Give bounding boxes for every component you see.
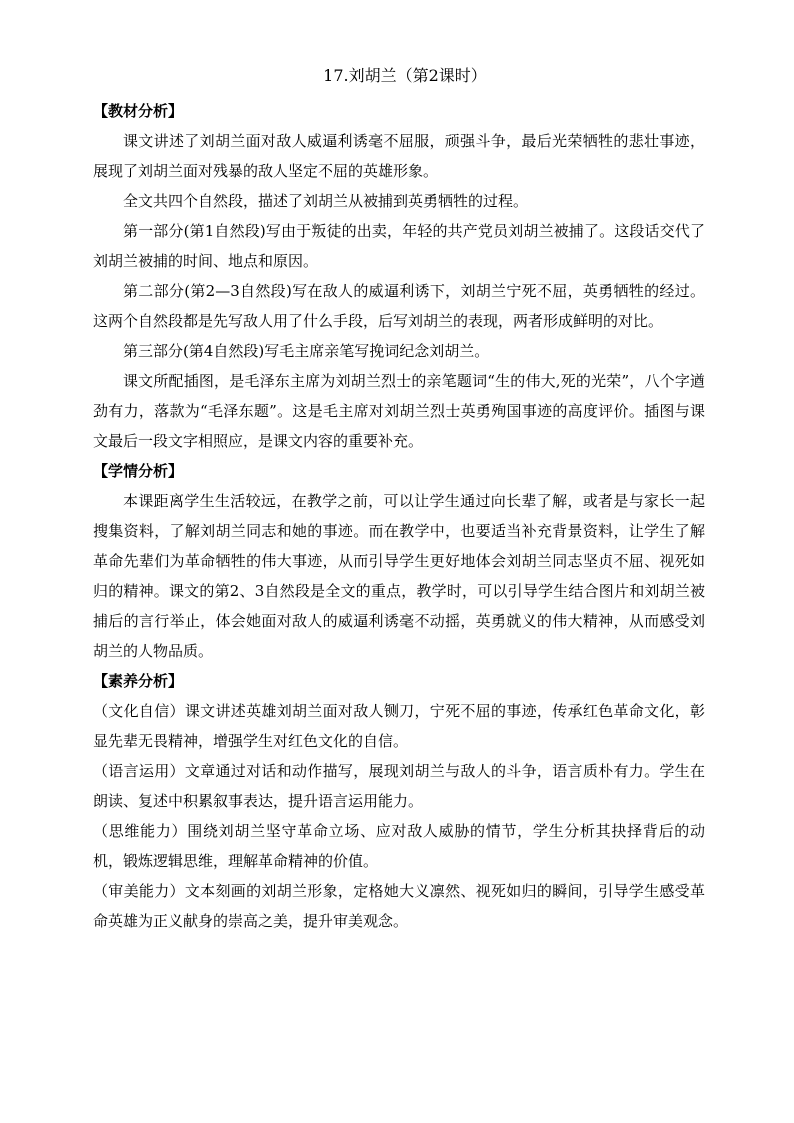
section-learner-analysis <box>93 456 705 666</box>
document-page <box>93 64 705 936</box>
paragraph: （思维能力）围绕刘胡兰坚守革命立场、应对敌人威胁的情节，学生分析其抉择背后的动机，锻炼逻辑思维，理解革命精神的价值。 <box>93 822 705 870</box>
section-heading: 【素养分析】 <box>93 672 184 690</box>
section-competency-analysis <box>93 666 705 936</box>
paragraph: 课文讲述了刘胡兰面对敌人威逼利诱毫不屈服，顽强斗争，最后光荣牺牲的悲壮事迹，展现了刘胡兰面对残暴的敌人坚定不屈的英雄形象。 <box>93 132 705 180</box>
section-heading: 【教材分析】 <box>93 102 184 120</box>
paragraph: 第二部分(第2—3自然段)写在敌人的威逼利诱下，刘胡兰宁死不屈，英勇牺牲的经过。这两个自然段都是先写敌人用了什么手段，后写刘胡兰的表现，两者形成鲜明的对比。 <box>93 282 705 330</box>
paragraph: 本课距离学生生活较远，在教学之前，可以让学生通过向长辈了解，或者是与家长一起搜集资料，了解刘胡兰同志和她的事迹。而在教学中，也要适当补充背景资料，让学生了解革命先辈们为革命牺牲的伟大事迹，从而引导学生更好地体会刘胡兰同志坚贞不屈、视死如归的精神。课文的第2、3自然段是全文的重点，教学时，可以引导学生结合图片和刘胡兰被捕后的言行举止，体会她面对敌人的威逼利诱毫不动摇，英勇就义的伟大精神，从而感受刘胡兰的人物品质。 <box>93 492 705 660</box>
paragraph: （审美能力）文本刻画的刘胡兰形象，定格她大义凛然、视死如归的瞬间，引导学生感受革命英雄为正义献身的崇高之美，提升审美观念。 <box>93 882 705 930</box>
paragraph: 全文共四个自然段，描述了刘胡兰从被捕到英勇牺牲的过程。 <box>123 192 529 210</box>
section-textbook-analysis <box>93 96 705 456</box>
paragraph: 课文所配插图，是毛泽东主席为刘胡兰烈士的亲笔题词“生的伟大,死的光荣”，八个字遒劲有力，落款为“毛泽东题”。这是毛主席对刘胡兰烈士英勇殉国事迹的高度评价。插图与课文最后一段文字相照应，是课文内容的重要补充。 <box>93 372 705 450</box>
document-title: 17.刘胡兰（第2课时） <box>323 66 487 85</box>
paragraph: 第三部分(第4自然段)写毛主席亲笔写挽词纪念刘胡兰。 <box>123 342 490 360</box>
paragraph: （语言运用）文章通过对话和动作描写，展现刘胡兰与敌人的斗争，语言质朴有力。学生在朗读、复述中积累叙事表达，提升语言运用能力。 <box>93 762 705 810</box>
paragraph: 第一部分(第1自然段)写由于叛徒的出卖，年轻的共产党员刘胡兰被捕了。这段话交代了刘胡兰被捕的时间、地点和原因。 <box>93 222 705 270</box>
paragraph: （文化自信）课文讲述英雄刘胡兰面对敌人铡刀，宁死不屈的事迹，传承红色革命文化，彰显先辈无畏精神，增强学生对红色文化的自信。 <box>93 702 705 750</box>
section-heading: 【学情分析】 <box>93 462 184 480</box>
